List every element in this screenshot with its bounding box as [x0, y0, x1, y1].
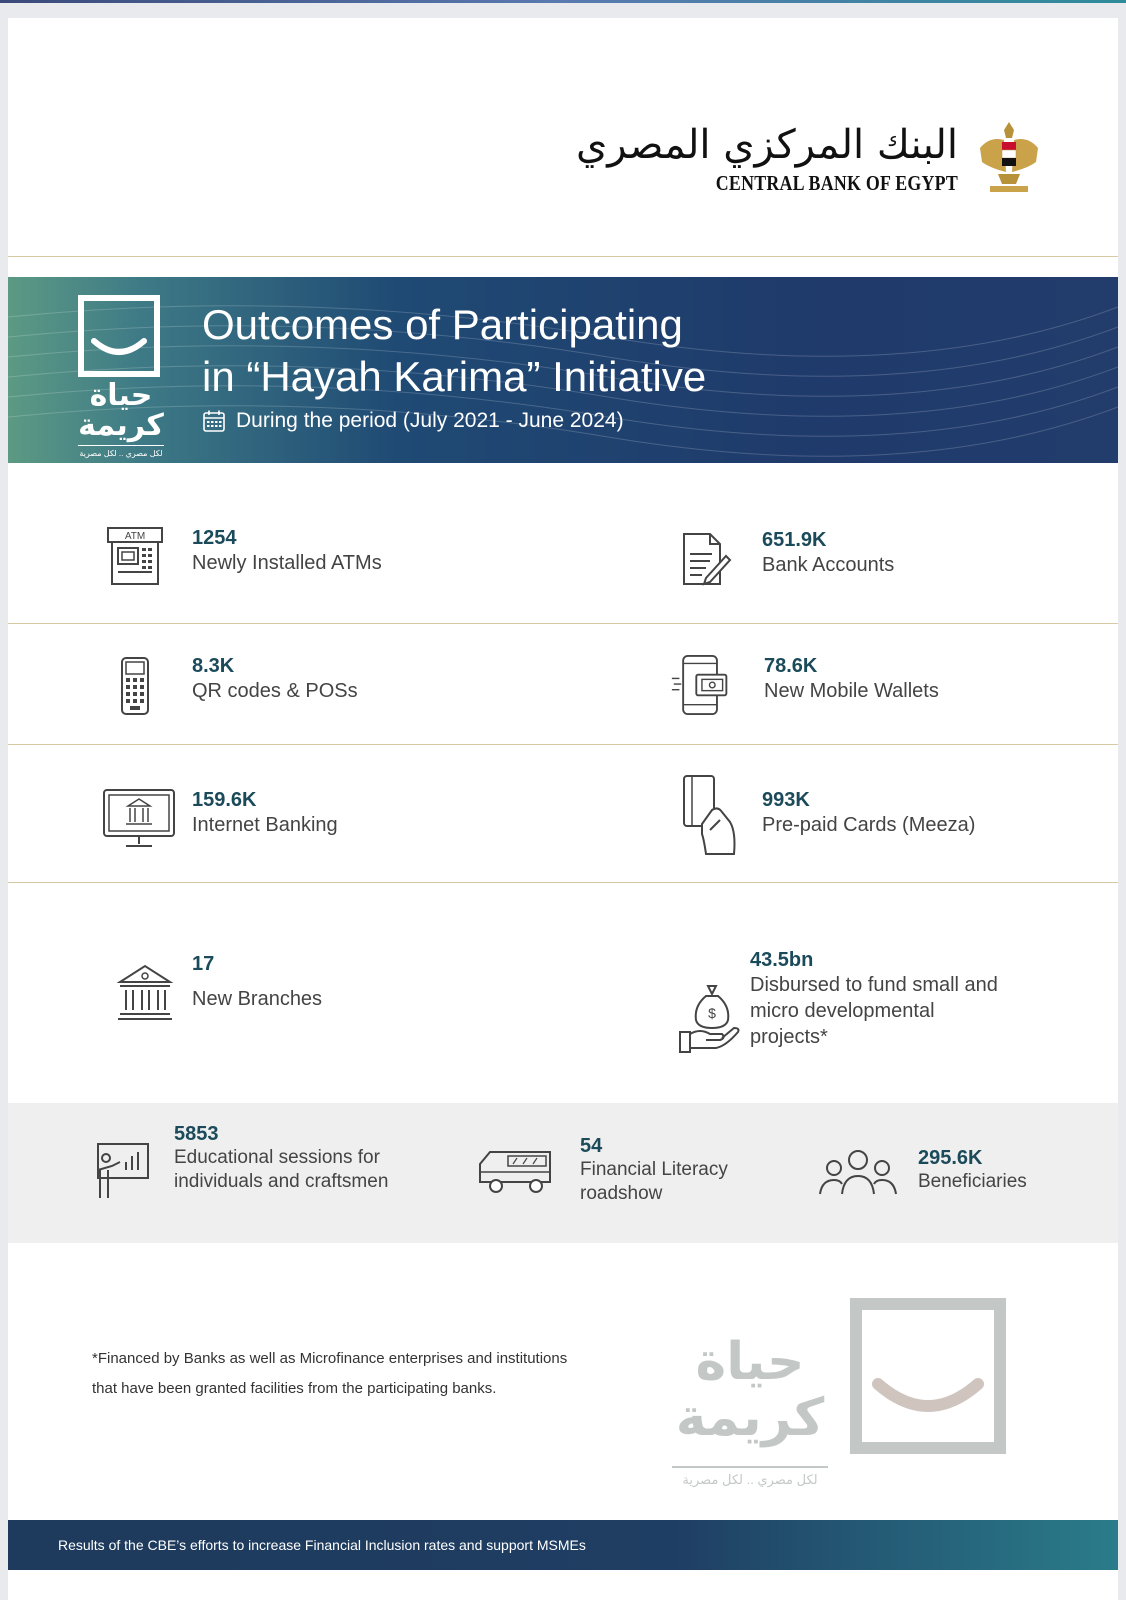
stat-label: Internet Banking	[192, 814, 338, 836]
stat-label: Educational sessions for individuals and craftsmen	[174, 1147, 389, 1192]
stat-label: Pre-paid Cards (Meeza)	[762, 814, 976, 836]
card-hand-icon	[680, 774, 738, 858]
stat-value: 17	[192, 953, 215, 975]
large-smile-box-icon	[850, 1298, 1006, 1454]
stat-branches	[116, 952, 322, 1024]
stat-value: 8.3K	[192, 655, 235, 677]
internet-banking-icon	[102, 788, 176, 850]
stat-value: 1254	[192, 527, 237, 549]
divider	[8, 882, 1118, 883]
stat-label: New Mobile Wallets	[764, 680, 939, 702]
eagle-emblem-icon	[976, 118, 1042, 198]
bank-building-icon	[116, 962, 174, 1024]
stat-atms	[106, 526, 382, 588]
cbe-name-en: CENTRAL BANK OF EGYPT	[715, 170, 958, 195]
stat-value: 54	[580, 1135, 603, 1157]
atm-icon	[106, 526, 164, 588]
large-logo-text: حياة كريمة	[675, 1332, 825, 1448]
cbe-logo	[576, 118, 1042, 198]
stat-label: Bank Accounts	[762, 554, 895, 576]
stat-value: 651.9K	[762, 529, 827, 551]
presentation-icon	[90, 1140, 152, 1202]
stat-prepaid-cards	[680, 774, 975, 858]
stat-beneficiaries	[816, 1146, 1027, 1196]
stat-label: Financial Literacy roadshow	[580, 1159, 728, 1204]
calendar-icon	[202, 409, 226, 433]
stat-value: 5853	[174, 1123, 219, 1145]
stat-label: Beneficiaries	[918, 1171, 1027, 1192]
stat-qr-pos	[106, 654, 358, 716]
stat-label: Newly Installed ATMs	[192, 552, 382, 574]
divider	[8, 744, 1118, 745]
stat-educational-sessions	[90, 1122, 394, 1202]
divider	[8, 256, 1118, 257]
stat-roadshow	[478, 1134, 760, 1206]
smile-icon	[84, 301, 154, 371]
title-banner	[8, 277, 1118, 463]
footer-bar: Results of the CBE’s efforts to increase Financial Inclusion rates and support MSMEs	[8, 1520, 1118, 1570]
svg-text:ATM: ATM	[124, 531, 146, 542]
stat-value: 159.6K	[192, 789, 257, 811]
stat-label: Disbursed to fund small and micro developmental projects*	[750, 974, 998, 1048]
stat-disbursed	[676, 948, 1010, 1056]
bus-icon	[478, 1148, 554, 1196]
stat-internet-banking	[102, 788, 338, 850]
document-icon	[676, 528, 734, 590]
hayah-karima-logo	[78, 295, 164, 458]
stat-value: 993K	[762, 789, 810, 811]
stat-mobile-wallets	[668, 654, 939, 716]
hayah-karima-logo-sub: لكل مصري .. لكل مصرية	[78, 445, 164, 458]
money-bag-hand-icon	[676, 982, 742, 1056]
divider	[8, 623, 1118, 624]
stat-value: 43.5bn	[750, 949, 814, 971]
svg-text:$: $	[708, 1005, 716, 1021]
footnote: *Financed by Banks as well as Microfinance enterprises and institutions that have been granted facilities from the participating banks.	[92, 1350, 568, 1397]
infographic-card	[8, 18, 1118, 1600]
large-logo-sub: لكل مصري .. لكل مصرية	[672, 1466, 828, 1488]
stat-value: 295.6K	[918, 1147, 983, 1169]
stat-bank-accounts	[676, 528, 894, 590]
top-accent-line	[0, 0, 1126, 3]
period-subtitle: During the period (July 2021 - June 2024)	[202, 409, 624, 433]
pos-terminal-icon	[106, 654, 164, 716]
hayah-karima-logo-text: حياة كريمة	[78, 378, 164, 443]
people-icon	[816, 1146, 900, 1196]
cbe-name-ar: البنك المركزي المصري	[576, 121, 958, 168]
mobile-wallet-icon	[668, 654, 734, 716]
page-title: Outcomes of Participating in “Hayah Karima” Initiative	[202, 301, 707, 400]
stat-label: QR codes & POSs	[192, 680, 358, 702]
stat-label: New Branches	[192, 988, 323, 1010]
stat-value: 78.6K	[764, 655, 818, 677]
